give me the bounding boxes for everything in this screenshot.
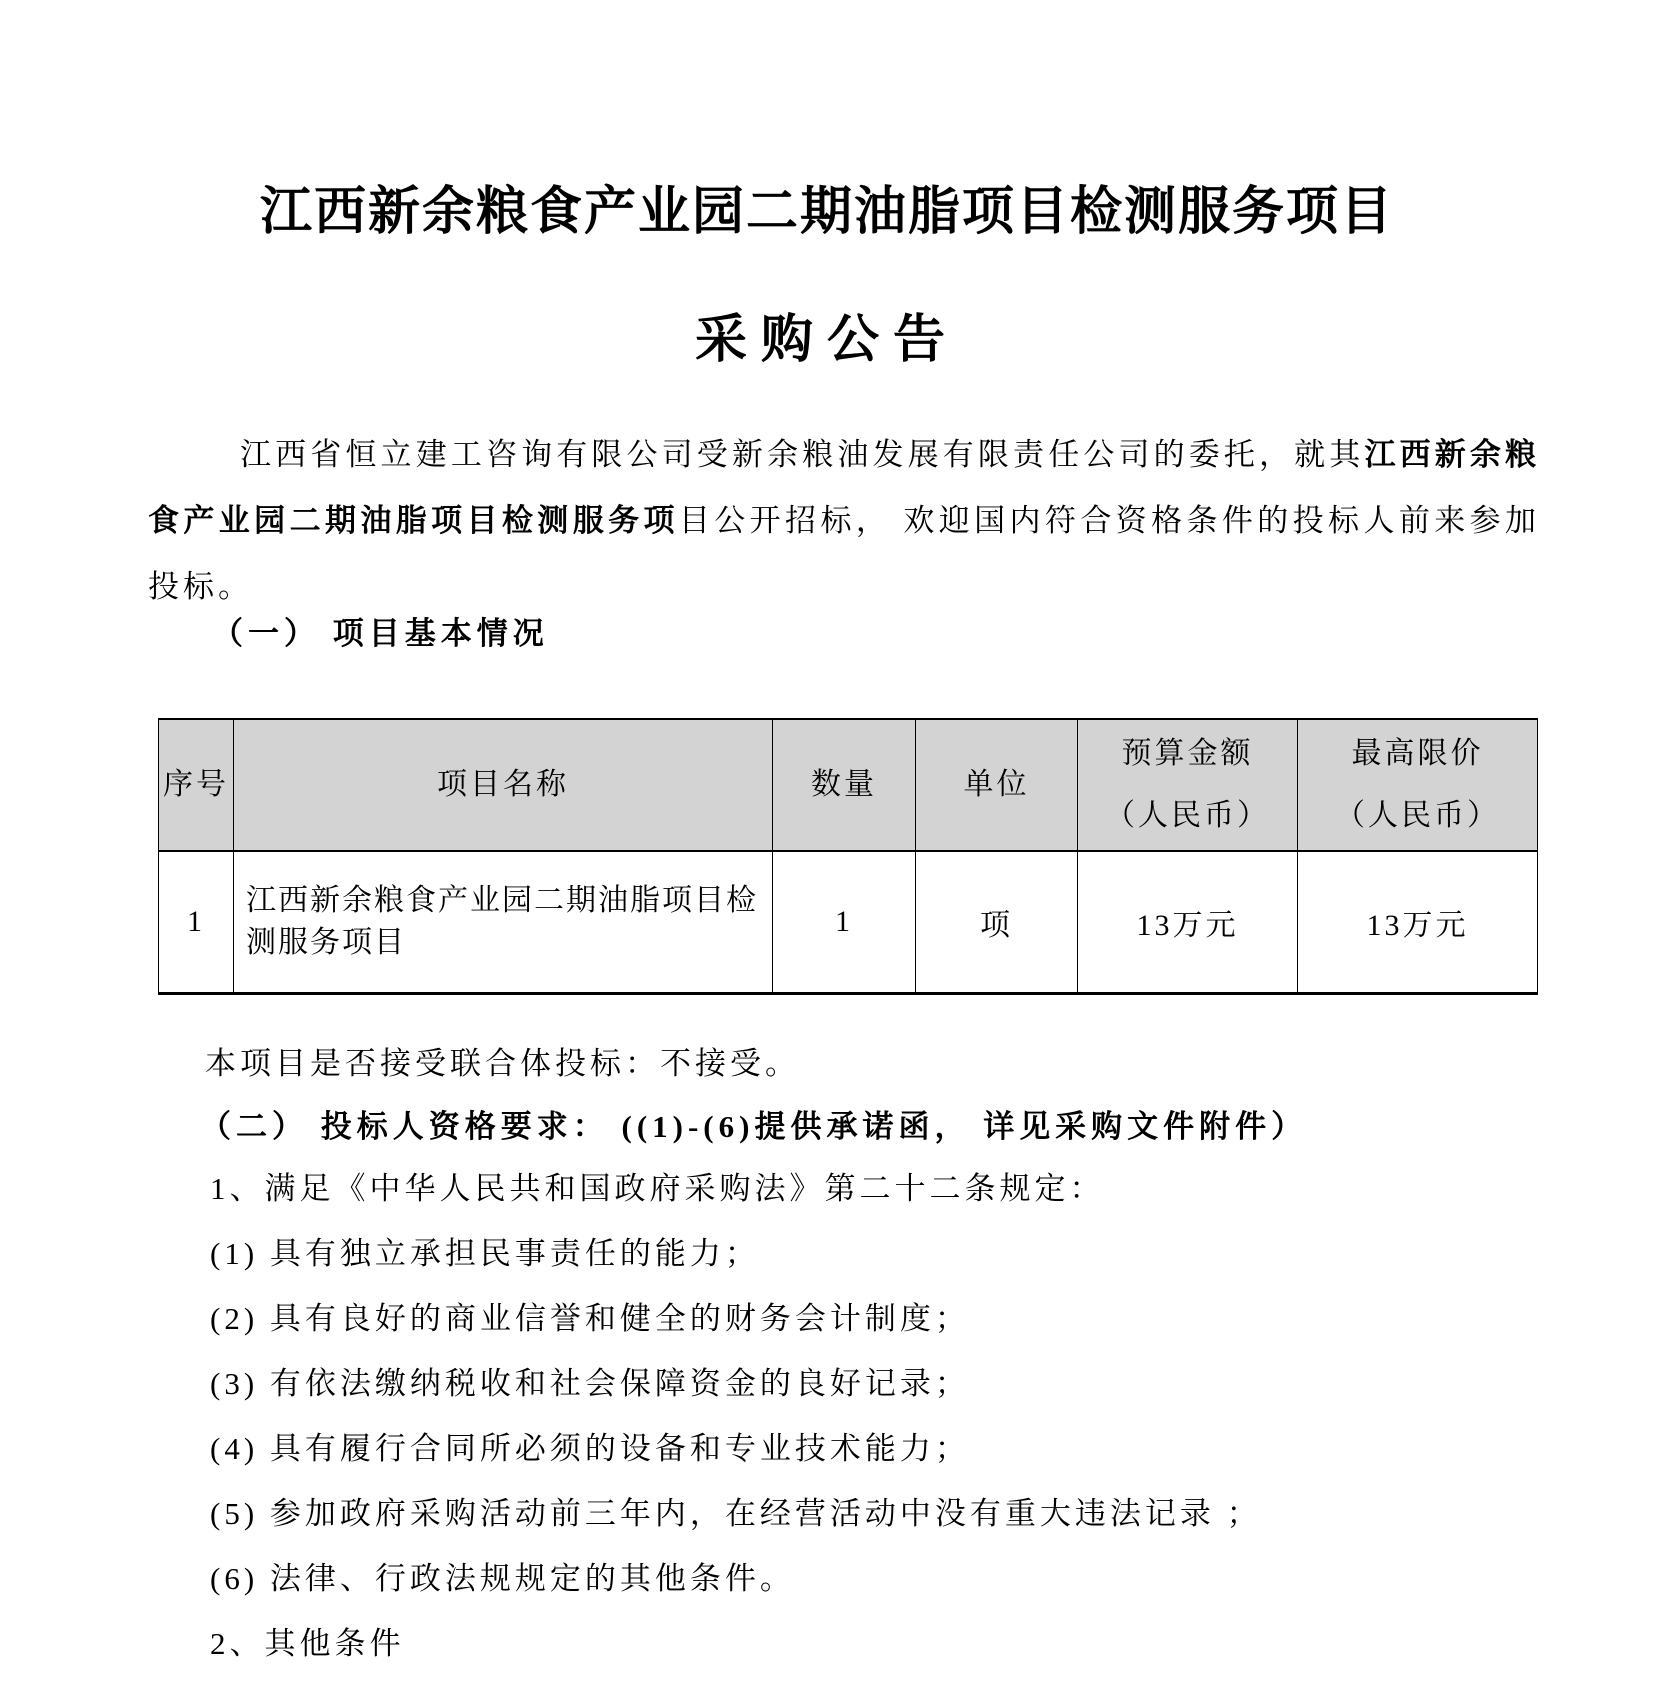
requirement-subitem-4: (4) 具有履行合同所必须的设备和专业技术能力； — [210, 1431, 970, 1466]
cell-project-name: 江西新余粮食产业园二期油脂项目检测服务项目 — [234, 851, 773, 993]
cell-unit: 项 — [916, 851, 1078, 993]
requirement-subitem-5: (5) 参加政府采购活动前三年内，在经营活动中没有重大违法记录 ； — [210, 1496, 1262, 1531]
requirement-item-2: 2、其他条件 — [210, 1626, 405, 1661]
cell-seq: 1 — [159, 851, 234, 993]
document-title-line1: 江西新余粮食产业园二期油脂项目检测服务项目 — [259, 184, 1394, 241]
header-quantity — [773, 719, 916, 851]
intro-paragraph — [148, 422, 1540, 620]
cell-budget: 13万元 — [1078, 851, 1298, 993]
table-row — [159, 851, 1538, 993]
intro-project-name-bold: 江西新余粮食产业园二期油脂项目检测服务项 — [148, 437, 1541, 538]
header-budget — [1078, 719, 1298, 851]
header-max-price — [1298, 719, 1538, 851]
requirement-subitem-1: (1) 具有独立承担民事责任的能力； — [210, 1236, 760, 1271]
cell-max-price: 13万元 — [1298, 851, 1538, 993]
header-budget-label-line2: （人民币） — [1105, 799, 1270, 832]
header-seq — [159, 719, 234, 851]
section-two-heading: （二） 投标人资格要求： ((1)-(6)提供承诺函， 详见采购文件附件） — [200, 1109, 1308, 1144]
document-title-line2: 采购公告 — [694, 312, 959, 369]
project-info-table — [158, 718, 1538, 995]
section-one-heading: （一） 项目基本情况 — [212, 616, 549, 651]
cell-quantity: 1 — [773, 851, 916, 993]
requirement-subitem-3: (3) 有依法缴纳税收和社会保障资金的良好记录； — [210, 1366, 970, 1401]
requirement-item-1: 1、满足《中华人民共和国政府采购法》第二十二条规定： — [210, 1171, 1105, 1206]
requirement-subitem-2: (2) 具有良好的商业信誉和健全的财务会计制度； — [210, 1301, 970, 1336]
header-quantity-label: 数量 — [811, 768, 877, 801]
table-header-row — [159, 719, 1538, 851]
requirement-subitem-6: (6) 法律、行政法规规定的其他条件。 — [210, 1561, 795, 1596]
header-unit — [916, 719, 1078, 851]
header-budget-label-line1: 预算金额 — [1121, 737, 1254, 770]
requirements-list — [210, 1156, 1540, 1676]
intro-text-normal: 江西省恒立建工咨询有限公司受新余粮油发展有限责任公司的委托，就其 — [240, 437, 1365, 472]
header-seq-label: 序号 — [163, 768, 229, 801]
header-project-name — [234, 719, 773, 851]
header-max-price-label-line2: （人民币） — [1335, 799, 1500, 832]
header-max-price-label-line1: 最高限价 — [1351, 737, 1484, 770]
intro-text-tail: 目公开招标， 欢迎国内符合资格条件的投标人前来参加投标。 — [148, 503, 1541, 604]
joint-bid-note: 本项目是否接受联合体投标：不接受。 — [205, 1046, 800, 1081]
header-unit-label: 单位 — [963, 768, 1030, 801]
header-project-name-label: 项目名称 — [437, 768, 569, 801]
